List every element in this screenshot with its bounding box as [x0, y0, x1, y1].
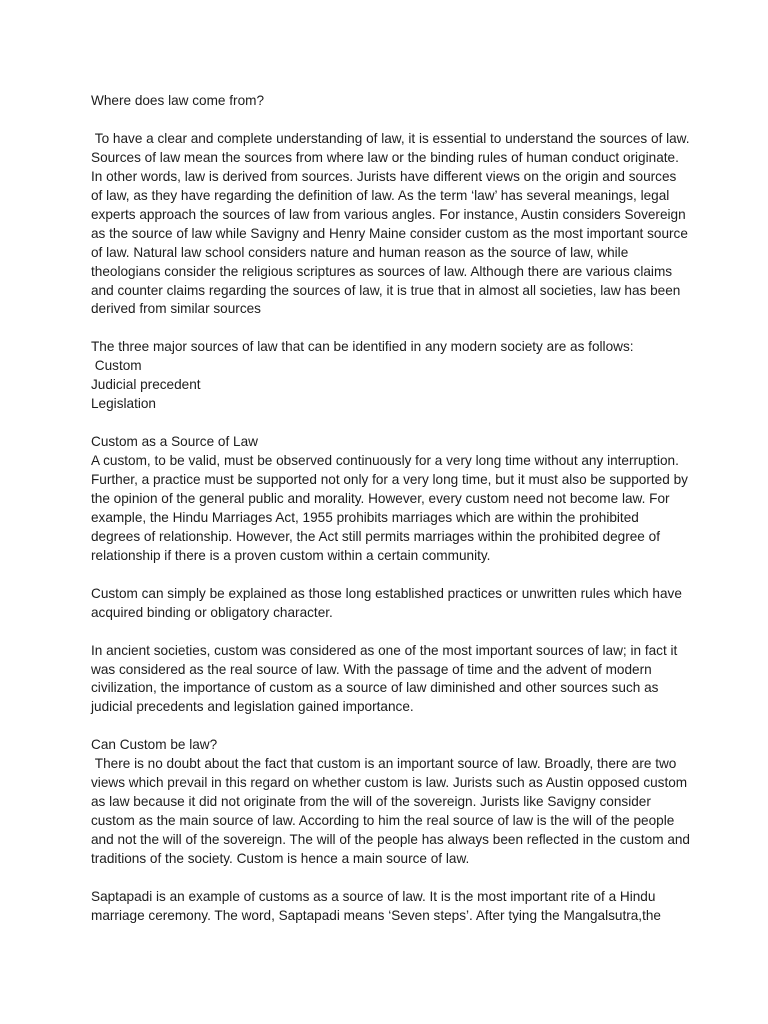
paragraph-gap	[91, 111, 691, 130]
source-item-custom: Custom	[91, 358, 142, 374]
paragraph-gap	[91, 414, 691, 433]
source-item-legislation: Legislation	[91, 396, 156, 412]
sources-intro: The three major sources of law that can be identified in any modern society are as follows:	[91, 339, 634, 355]
custom-paragraph-2: Custom can simply be explained as those long established practices or unwritten rules which have acquired binding or obligatory character.	[91, 585, 686, 620]
paragraph-gap	[91, 319, 691, 338]
saptapadi-paragraph: Saptapadi is an example of customs as a source of law. It is the most important rite of a Hindu marriage ceremony. The word, Saptapadi means ‘Seven steps’. After tying the Mangalsutra,the	[91, 888, 661, 923]
paragraph-gap	[91, 623, 691, 642]
paragraph-gap	[91, 566, 691, 585]
can-custom-heading: Can Custom be law?	[91, 737, 218, 753]
custom-paragraph-1: A custom, to be valid, must be observed continuously for a very long time without any interruption. Further, a practice must be supported not only for a very long time, but it must also be supported by the opinion of the general public and morality. However, every custom need not become law. For example, the Hindu Marriages Act, 1955 prohibits marriages which are within the prohibited degrees of relationship. However, the Act still permits marriages within the prohibited degree of relationship if there is a proven custom within a certain community.	[91, 453, 692, 563]
intro-paragraph: To have a clear and complete understanding of law, it is essential to understand the sources of law. Sources of law mean the sources from where law or the binding rules of human conduct originate. In other words, law is derived from sources. Jurists have different views on the origin and sources of law, as they have regarding the definition of law. As the term ‘law’ has several meanings, legal experts approach the sources of law from various angles. For instance, Austin considers Sovereign as the source of law while Savigny and Henry Maine consider custom as the most important source of law. Natural law school considers nature and human reason as the source of law, while theologians consider the religious scriptures as sources of law. Although there are various claims and counter claims regarding the sources of law, it is true that in almost all societies, law has been derived from similar sources	[91, 130, 694, 317]
document-title: Where does law come from?	[91, 93, 265, 108]
can-custom-paragraph: There is no doubt about the fact that custom is an important source of law. Broadly, there are two views which prevail in this regard on whether custom is law. Jurists such as Austin opposed custom as law because it did not originate from the will of the sovereign. Jurists like Savigny consider custom as the main source of law. According to him the real source of law is the will of the people and not the will of the sovereign. The will of the people has always been reflected in the custom and traditions of the society. Custom is hence a main source of law.	[91, 756, 694, 867]
document-body	[91, 92, 694, 926]
custom-heading: Custom as a Source of Law	[91, 434, 258, 450]
paragraph-gap	[91, 869, 691, 888]
source-item-judicial-precedent: Judicial precedent	[91, 377, 201, 393]
custom-paragraph-3: In ancient societies, custom was considered as one of the most important sources of law; in fact it was considered as the real source of law. With the passage of time and the advent of modern civilization, the importance of custom as a source of law diminished and other sources such as judicial precedents and legislation gained importance.	[91, 642, 682, 715]
paragraph-gap	[91, 717, 691, 736]
